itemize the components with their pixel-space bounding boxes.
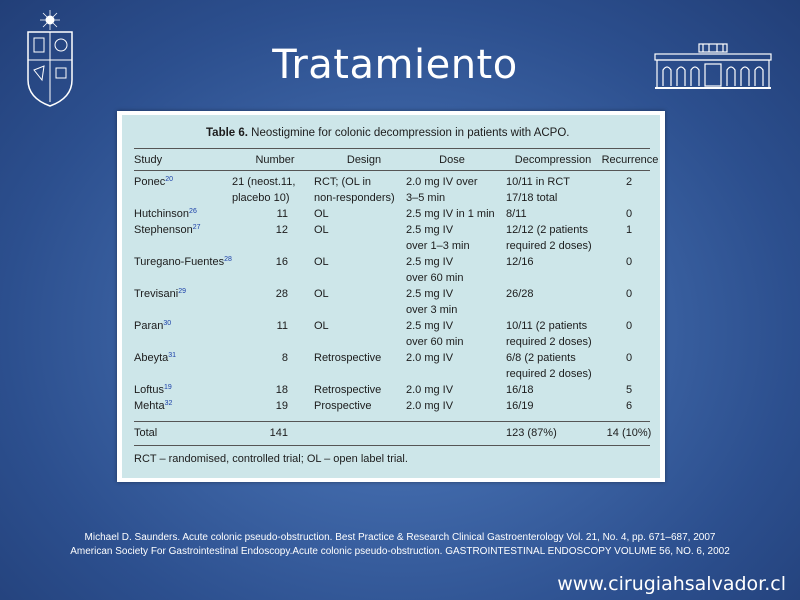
reference-number: 20 — [165, 176, 173, 183]
dose: 2.0 mg IV over — [406, 176, 478, 188]
reference-number: 29 — [178, 288, 187, 295]
total-top-rule — [134, 421, 650, 422]
recurrence: 2 — [625, 176, 633, 188]
dose: 3–5 min — [406, 192, 446, 204]
dose: over 3 min — [406, 304, 458, 316]
dose: 2.5 mg IV — [406, 224, 454, 236]
patient-number: 18 — [275, 384, 288, 396]
table-caption-text: Neostigmine for colonic decompression in patients with ACPO. — [247, 127, 570, 139]
study-name: Paran$^{30}$ — [134, 320, 172, 332]
decompression: 6/8 (2 patients — [506, 352, 576, 364]
reference-number: 31 — [168, 352, 177, 359]
dose: 2.0 mg IV — [406, 352, 454, 364]
reference-number: 27 — [192, 224, 201, 231]
study-design: OL — [314, 256, 329, 268]
study-name: Hutchinson$^{26}$ — [134, 208, 197, 220]
decompression: required 2 doses) — [506, 336, 592, 348]
column-header: Decompression — [514, 154, 592, 166]
column-header: Number — [255, 154, 295, 166]
recurrence: 0 — [625, 320, 633, 332]
slide-title: Tratamiento — [272, 42, 518, 88]
study-design: non-responders) — [314, 192, 395, 204]
patient-number: 28 — [275, 288, 288, 300]
recurrence: 5 — [625, 384, 633, 396]
study-design: OL — [314, 208, 329, 220]
decompression: required 2 doses) — [506, 368, 592, 380]
table-image — [117, 111, 665, 482]
total-number: 141 — [269, 427, 288, 439]
study-design: Prospective — [314, 400, 372, 412]
patient-number: 21 (neost.11, — [232, 176, 296, 188]
dose: over 60 min — [406, 336, 464, 348]
study-design: OL — [314, 320, 329, 332]
dose: 2.0 mg IV — [406, 400, 454, 412]
table-footnote: RCT – randomised, controlled trial; OL – open label trial. — [134, 453, 408, 465]
study-design: Retrospective — [314, 384, 382, 396]
study-name: Mehta$^{32}$ — [134, 400, 173, 412]
reference-number: 30 — [163, 320, 172, 327]
recurrence: 1 — [625, 224, 633, 236]
dose: 2.0 mg IV — [406, 384, 454, 396]
reference-1: Michael D. Saunders. Acute colonic pseudo-obstruction. Best Practice & Research Clinical Gastroenterology Vol. 21, No. 4, pp. 671–687, 2007 — [84, 532, 716, 543]
header-top-rule — [134, 148, 650, 149]
patient-number: 19 — [275, 400, 288, 412]
table-caption-label: Table 6. — [206, 127, 248, 139]
study-name: Abeyta$^{31}$ — [134, 352, 177, 364]
recurrence: 0 — [625, 256, 633, 268]
column-header: Recurrence — [601, 154, 659, 166]
recurrence: 0 — [625, 288, 633, 300]
decompression: 16/19 — [506, 400, 534, 412]
decompression: required 2 doses) — [506, 240, 592, 252]
total-decompression: 123 (87%) — [506, 427, 557, 439]
patient-number: 8 — [281, 352, 288, 364]
reference-number: 26 — [189, 208, 197, 215]
recurrence: 0 — [625, 208, 633, 220]
reference-number: 28 — [224, 256, 232, 263]
footnote-rule — [134, 445, 650, 446]
neostigmine-table — [122, 115, 660, 478]
patient-number: 11 — [276, 208, 288, 220]
decompression: 10/11 in RCT — [506, 176, 570, 188]
website-url: www.cirugiahsalvador.cl — [557, 573, 786, 595]
reference-number: 32 — [164, 400, 173, 407]
dose: over 1–3 min — [406, 240, 470, 252]
study-name: Ponec$^{20}$ — [134, 176, 173, 188]
patient-number: 16 — [275, 256, 288, 268]
reference-2: American Society For Gastrointestinal Endoscopy.Acute colonic pseudo-obstruction. GASTROINTESTINAL ENDOSCOPY VOLUME 56, NO. 6, 2002 — [70, 546, 730, 557]
dose: 2.5 mg IV in 1 min — [406, 208, 495, 220]
study-name: Loftus$^{19}$ — [134, 384, 172, 396]
recurrence: 6 — [625, 400, 633, 412]
study-name: Turegano-Fuentes$^{28}$ — [134, 256, 232, 268]
decompression: 17/18 total — [506, 192, 558, 204]
decompression: 26/28 — [506, 288, 534, 300]
study-design: OL — [314, 224, 329, 236]
reference-number: 19 — [163, 384, 172, 391]
decompression: 12/12 (2 patients — [506, 224, 588, 236]
patient-number: placebo 10) — [232, 192, 290, 204]
decompression: 8/11 — [506, 208, 527, 220]
decompression: 12/16 — [506, 256, 534, 268]
study-design: OL — [314, 288, 329, 300]
dose: 2.5 mg IV — [406, 288, 454, 300]
study-design: RCT; (OL in — [314, 176, 372, 188]
decompression: 10/11 (2 patients — [506, 320, 588, 332]
dose: 2.5 mg IV — [406, 320, 454, 332]
header-bottom-rule — [134, 170, 650, 171]
column-header: Dose — [439, 154, 465, 166]
column-header: Design — [346, 154, 382, 166]
column-header: Study — [134, 154, 163, 166]
recurrence: 0 — [625, 352, 633, 364]
study-design: Retrospective — [314, 352, 382, 364]
decompression: 16/18 — [506, 384, 534, 396]
dose: 2.5 mg IV — [406, 256, 454, 268]
dose: over 60 min — [406, 272, 464, 284]
patient-number: 11 — [276, 320, 288, 332]
study-name: Stephenson$^{27}$ — [134, 224, 201, 236]
total-recurrence: 14 (10%) — [606, 427, 652, 439]
patient-number: 12 — [275, 224, 288, 236]
table-caption — [206, 127, 569, 139]
study-name: Trevisani$^{29}$ — [134, 288, 187, 300]
total-label: Total — [134, 427, 158, 439]
